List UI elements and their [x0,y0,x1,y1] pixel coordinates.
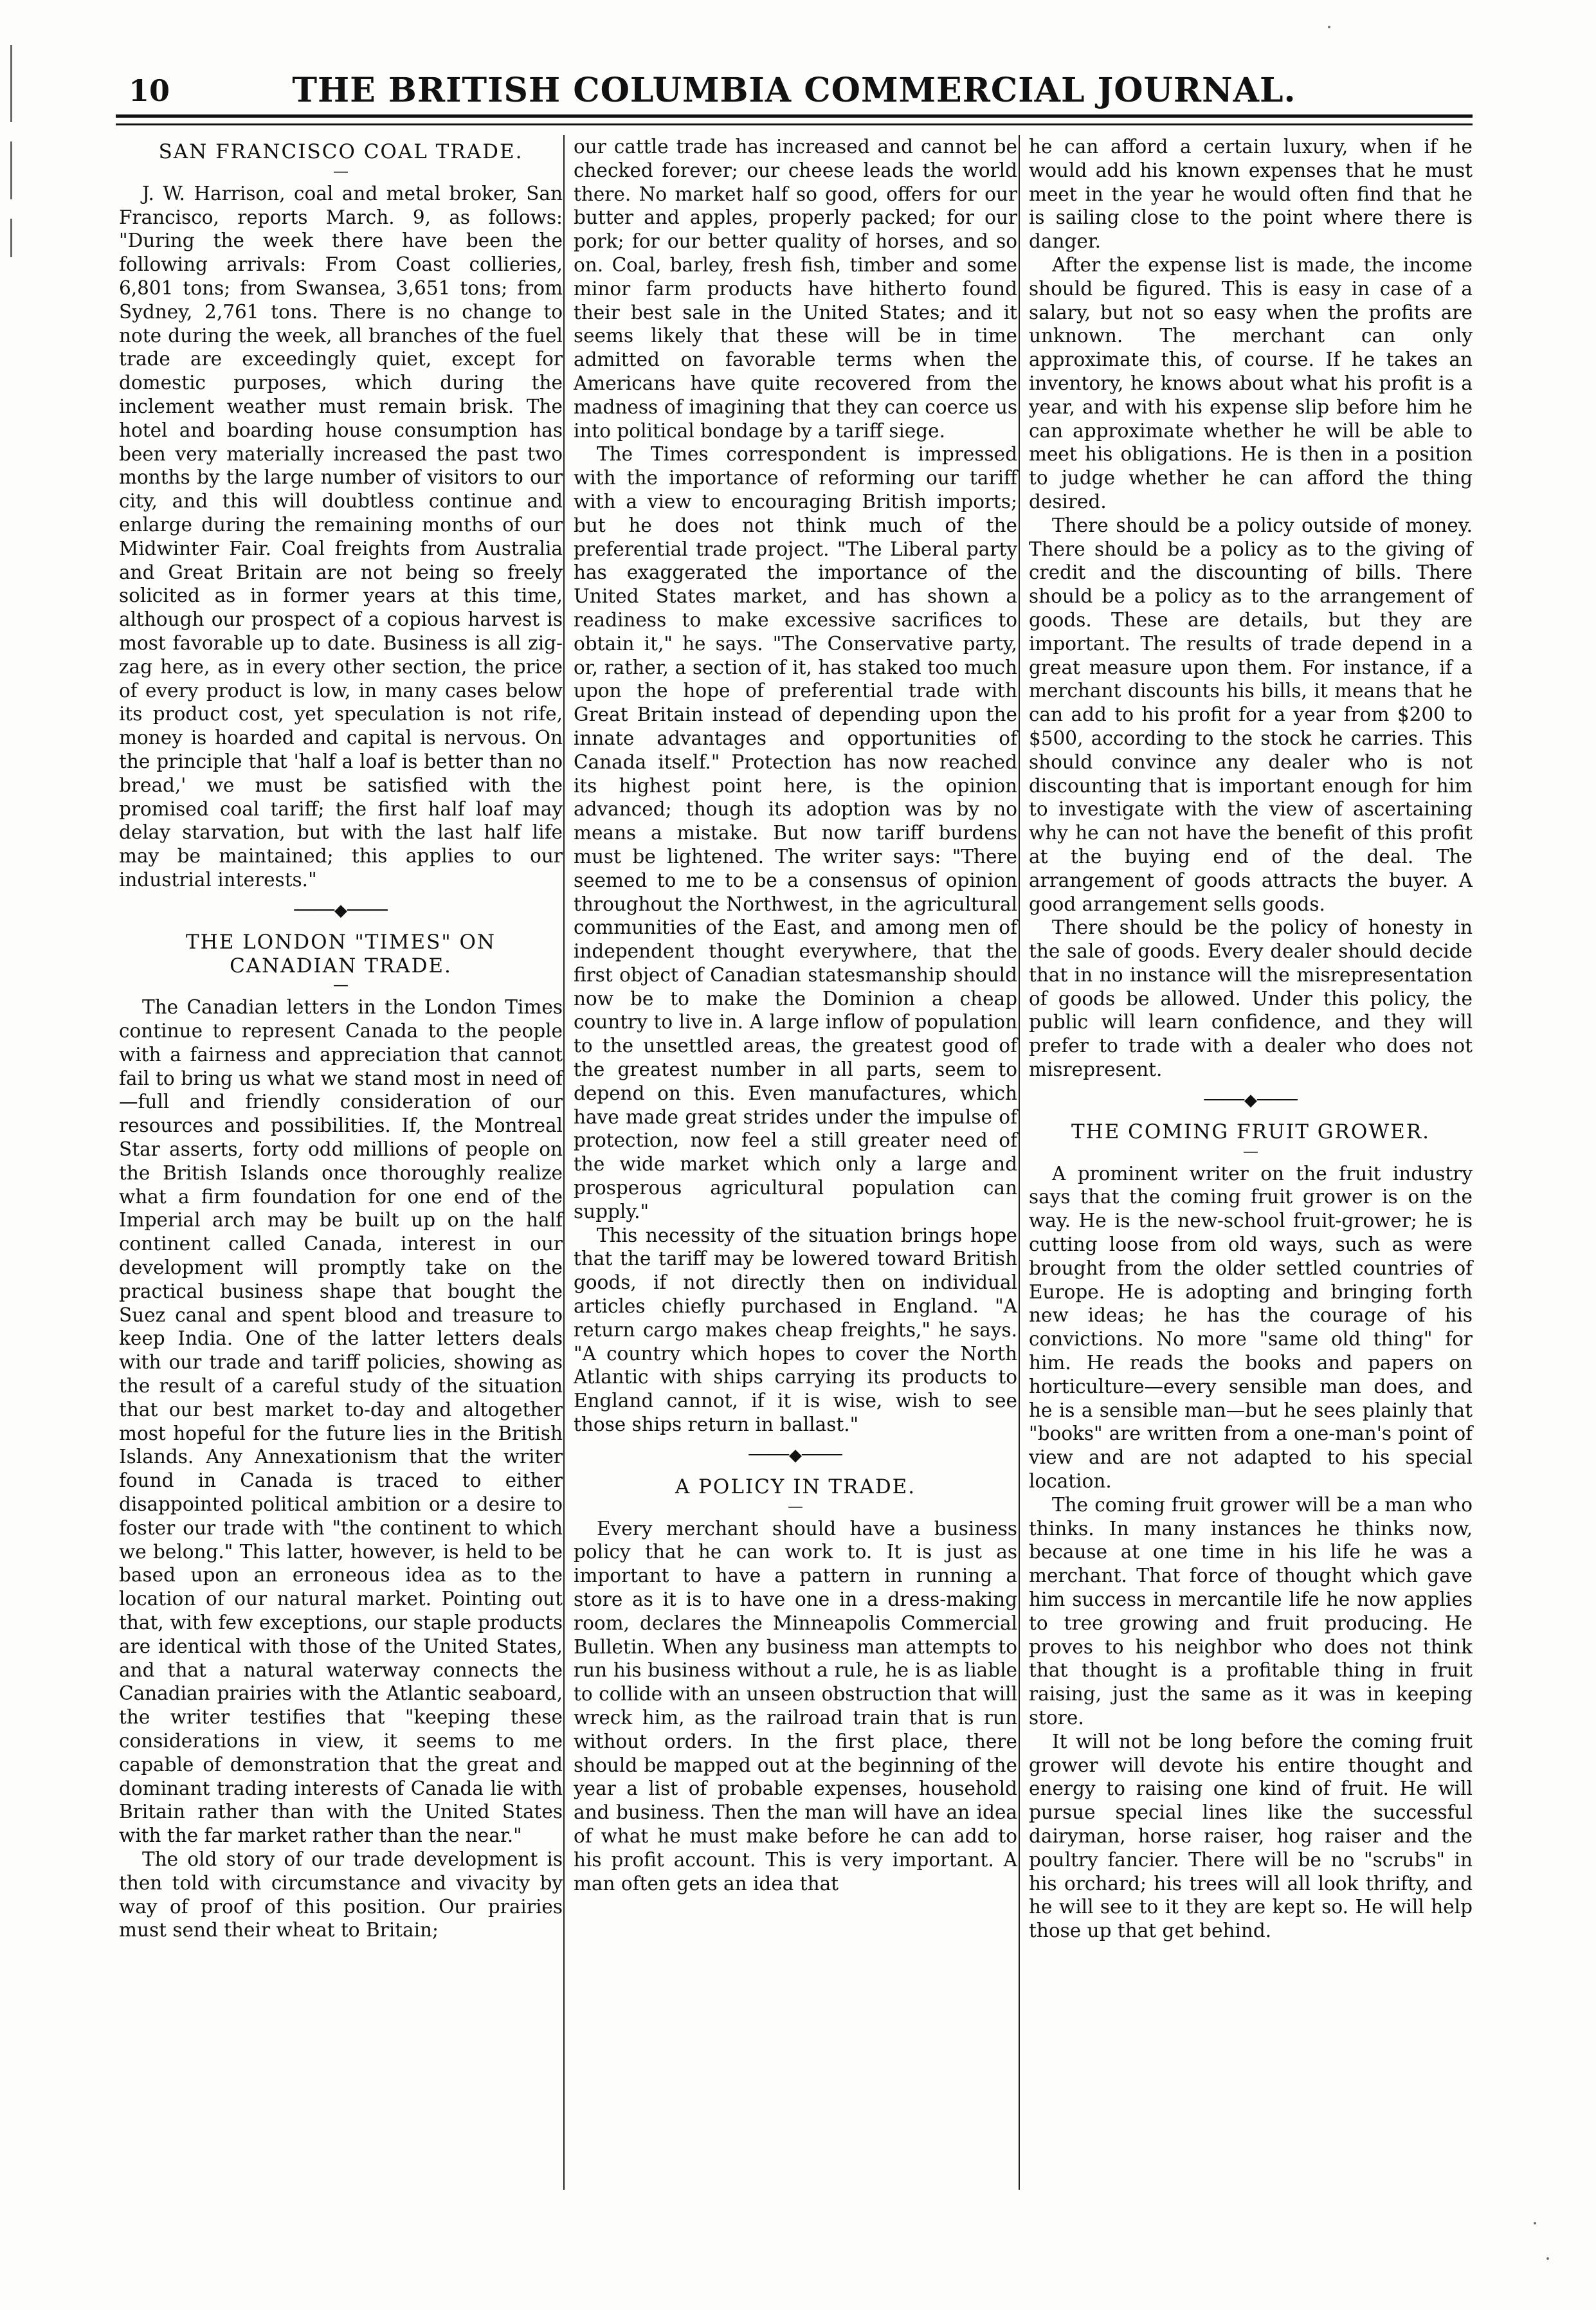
margin-marks [6,45,18,277]
section-ornament: ────◆──── [1204,1090,1298,1110]
article-paragraph: The Times correspondent is impressed with the importance of reforming our tariff with a view to encouraging British imports; but he does not think much of the preferential trade project. "The Liberal party has exaggerated the importance of the United States market, and has shown a readiness to make excessive sacrifices to obtain it," he says. "The Conservative party, or, rather, a section of it, has staked too much upon the hope of preferential trade with Great Britain instead of depending upon the innate advantages and opportunities of Canada itself." Protection has now reached its highest point here, is the opinion advanced; though its adoption was by no means a mistake. But now tariff burdens must be lightened. The writer says: "There seemed to me to be a consensus of opinion throughout the Northwest, in the agricultural communities of the East, and among men of independent thought everywhere, that the first object of Canadian statesmanship should now be to make the Dominion a cheap country to live in. A large inflow of population to the unsettled areas, the greatest good of the greatest number in all parts, seem to depend on this. Even manufactures, which have made great strides under the impulse of protection, now feel a still greater need of the wide market which only a large and prosperous agricultural population can supply." [574,443,1017,1223]
margin-mark [10,141,12,199]
column-3 [1029,135,1473,1943]
article-paragraph: After the expense list is made, the income should be figured. This is easy in case of a salary, but not so easy when the profits are unknown. The merchant can only approximate this, of course. If he takes an inventory, he knows about what his profit is a year, and with his expense slip before him he can approximate whether he will be able to meet his obligations. He is then in a position to judge whether he can afford the thing desired. [1029,253,1473,513]
article-paragraph: This necessity of the situation brings hope that the tariff may be lowered toward British goods, if not directly then on individual articles chiefly purchased in England. "A return cargo makes cheap freights," he says. "A country which hopes to cover the North Atlantic with ships carrying its products to England cannot, if it is wise, wish to see those ships return in ballast." [574,1224,1017,1436]
journal-title: THE BRITISH COLUMBIA COMMERCIAL JOURNAL. [292,71,1296,110]
speck [1546,2257,1549,2260]
header-rule [116,123,1473,125]
speck [1328,26,1330,28]
article-headline: THE LONDON "TIMES" ON CANADIAN TRADE. [185,930,496,978]
article-paragraph: he can afford a certain luxury, when if he would add his known expenses that he must meet in the year he would often find that he is sailing close to the point where there is danger. [1029,136,1473,253]
article-paragraph: A prominent writer on the fruit industry says that the coming fruit grower is on the way. He is the new-school fruit-grower; he is cutting loose from old ways, such as were brought from the older settled countries of Europe. He is adopting and bringing forth new ideas; he has the courage of his convictions. No more "same old thing" for him. He reads the books and papers on horticulture—every sensible man does, and he is a sensible man—but he sees plainly that "books" are written from a one-man's point of view and are not adapted to his special location. [1029,1162,1473,1493]
article-paragraph: There should be the policy of honesty in the sale of goods. Every dealer should decide that in no instance will the misrepresentation of goods be allowed. Under this policy, the public will learn confidence, and they will prefer to trade with a dealer who does not misrepresent. [1029,916,1473,1081]
speck [1534,2222,1536,2224]
column-divider [563,135,565,2190]
article-paragraph: There should be a policy outside of money. There should be a policy as to the giving of credit and the discounting of bills. There should be a policy as to the arrangement of goods. These are details, but they are important. The results of trade depend in a great measure upon them. For instance, if a merchant discounts his bills, it means that he can add to his profit for a year from $200 to $500, according to the stock he carries. This should convince any dealer who is not discounting that is important enough for him to investigate with the view of ascertaining why he can not have the benefit of this profit at the buying end of the deal. The arrangement of goods attracts the buyer. A good arrangement sells goods. [1029,514,1473,915]
page-header [116,71,1473,116]
column-2 [574,135,1017,1895]
page-number: 10 [129,73,170,108]
article-headline: THE COMING FRUIT GROWER. [1071,1120,1431,1143]
headline-dash: — [788,1496,803,1515]
article-paragraph: It will not be long before the coming fruit grower will devote his entire thought and energy to raising one kind of fruit. He will pursue special lines like the successful dairyman, horse raiser, hog raiser and the poultry fancier. There will be no "scrubs" in his orchard; his trees will all look thrifty, and he will see to it they are kept so. He will help those up that get behind. [1029,1730,1473,1942]
headline-dash: — [333,161,349,180]
section-ornament: ────◆──── [748,1445,842,1465]
headline-dash: — [333,976,349,994]
article-paragraph: Every merchant should have a business policy that he can work to. It is just as important to have a pattern in running a store as it is to have one in a dress-making room, declares the Minneapolis Commercial Bulletin. When any business man attempts to run his business without a rule, he is as liable to collide with an unseen obstruction that will wreck him, as the railroad train that is run without orders. In the first place, there should be mapped out at the beginning of the year a list of probable expenses, household and business. Then the man will have an idea of what he must make before he can add to his profit account. This is very important. A man often gets an idea that [574,1517,1017,1895]
column-1 [119,135,563,1942]
article-paragraph: The old story of our trade development is then told with circumstance and vivacity by way of proof of this position. Our prairies must send their wheat to Britain; [119,1848,563,1942]
margin-mark [10,45,12,122]
article-paragraph: The coming fruit grower will be a man who thinks. In many instances he thinks now, because at one time in his life he was a merchant. That force of thought which gave him success in mercantile life he now applies to tree growing and fruit producing. He proves to his neighbor who does not think that thought is a profitable thing in fruit raising, just the same as it was in keeping store. [1029,1493,1473,1729]
article-headline: A POLICY IN TRADE. [675,1475,916,1498]
article-headline: SAN FRANCISCO COAL TRADE. [158,140,523,163]
article-paragraph: our cattle trade has increased and cannot be checked forever; our cheese leads the world there. No market half so good, offers for our butter and apples, properly packed; for our pork; for our better quality of horses, and so on. Coal, barley, fresh fish, timber and some minor farm products have hitherto found their best sale in the United States; and it seems likely that these will be in time admitted on favorable terms when the Americans have quite recovered from the madness of imagining that they can coerce us into political bondage by a tariff siege. [574,136,1017,442]
margin-mark [10,219,12,257]
section-ornament: ────◆──── [294,900,388,920]
column-divider [1019,135,1020,2190]
header-rule [116,114,1473,118]
headline-dash: — [1243,1141,1258,1160]
article-paragraph: J. W. Harrison, coal and metal broker, San Francisco, reports March. 9, as follows: "During the week there have been the following arrivals: From Coast collieries, 6,801 tons; from Swansea, 3,651 tons; from Sydney, 2,761 tons. There is no change to note during the week, all branches of the fuel trade are exceedingly quiet, except for domestic purposes, which during the inclement weather must remain brisk. The hotel and boarding house consumption has been very materially increased the past two months by the large number of visitors to our city, and this will doubtless continue and enlarge during the remaining months of our Midwinter Fair. Coal freights from Australia and Great Britain are not being so freely solicited as in former years at this time, although our prospect of a copious harvest is most favorable up to date. Business is all zig-zag here, as in every other section, the price of every product is low, in many cases below its product cost, yet speculation is not rife, money is hoarded and capital is nervous. On the principle that 'half a loaf is better than no bread,' we must be satisfied with the promised coal tariff; the first half loaf may delay starvation, but with the last half life may be maintained; this applies to our industrial interests." [119,182,563,891]
article-paragraph: The Canadian letters in the London Times continue to represent Canada to the people with a fairness and appreciation that cannot fail to bring us what we stand most in need of—full and friendly consideration of our resources and possibilities. If, the Montreal Star asserts, forty odd millions of people on the British Islands once thoroughly realize what a firm foundation for one end of the Imperial arch may be built up on the half continent called Canada, interest in our development will promptly take on the practical business shape that bought the Suez canal and spent blood and treasure to keep India. One of the latter letters deals with our trade and tariff policies, showing as the result of a careful study of the situation that our best market to-day and altogether most hopeful for the future lies in the British Islands. Any Annexationism that the writer found in Canada is traced to either disappointed political ambition or a desire to foster our trade with "the continent to which we belong." This latter, however, is held to be based upon an erroneous idea as to the location of our natural market. Pointing out that, with few exceptions, our staple products are identical with those of the United States, and that a natural waterway connects the Canadian prairies with the Atlantic seaboard, the writer testifies that "keeping these considerations in view, it seems to me capable of demonstration that the great and dominant trading interests of Canada lie with Britain rather than with the United States with the far market rather than the near." [119,996,563,1847]
